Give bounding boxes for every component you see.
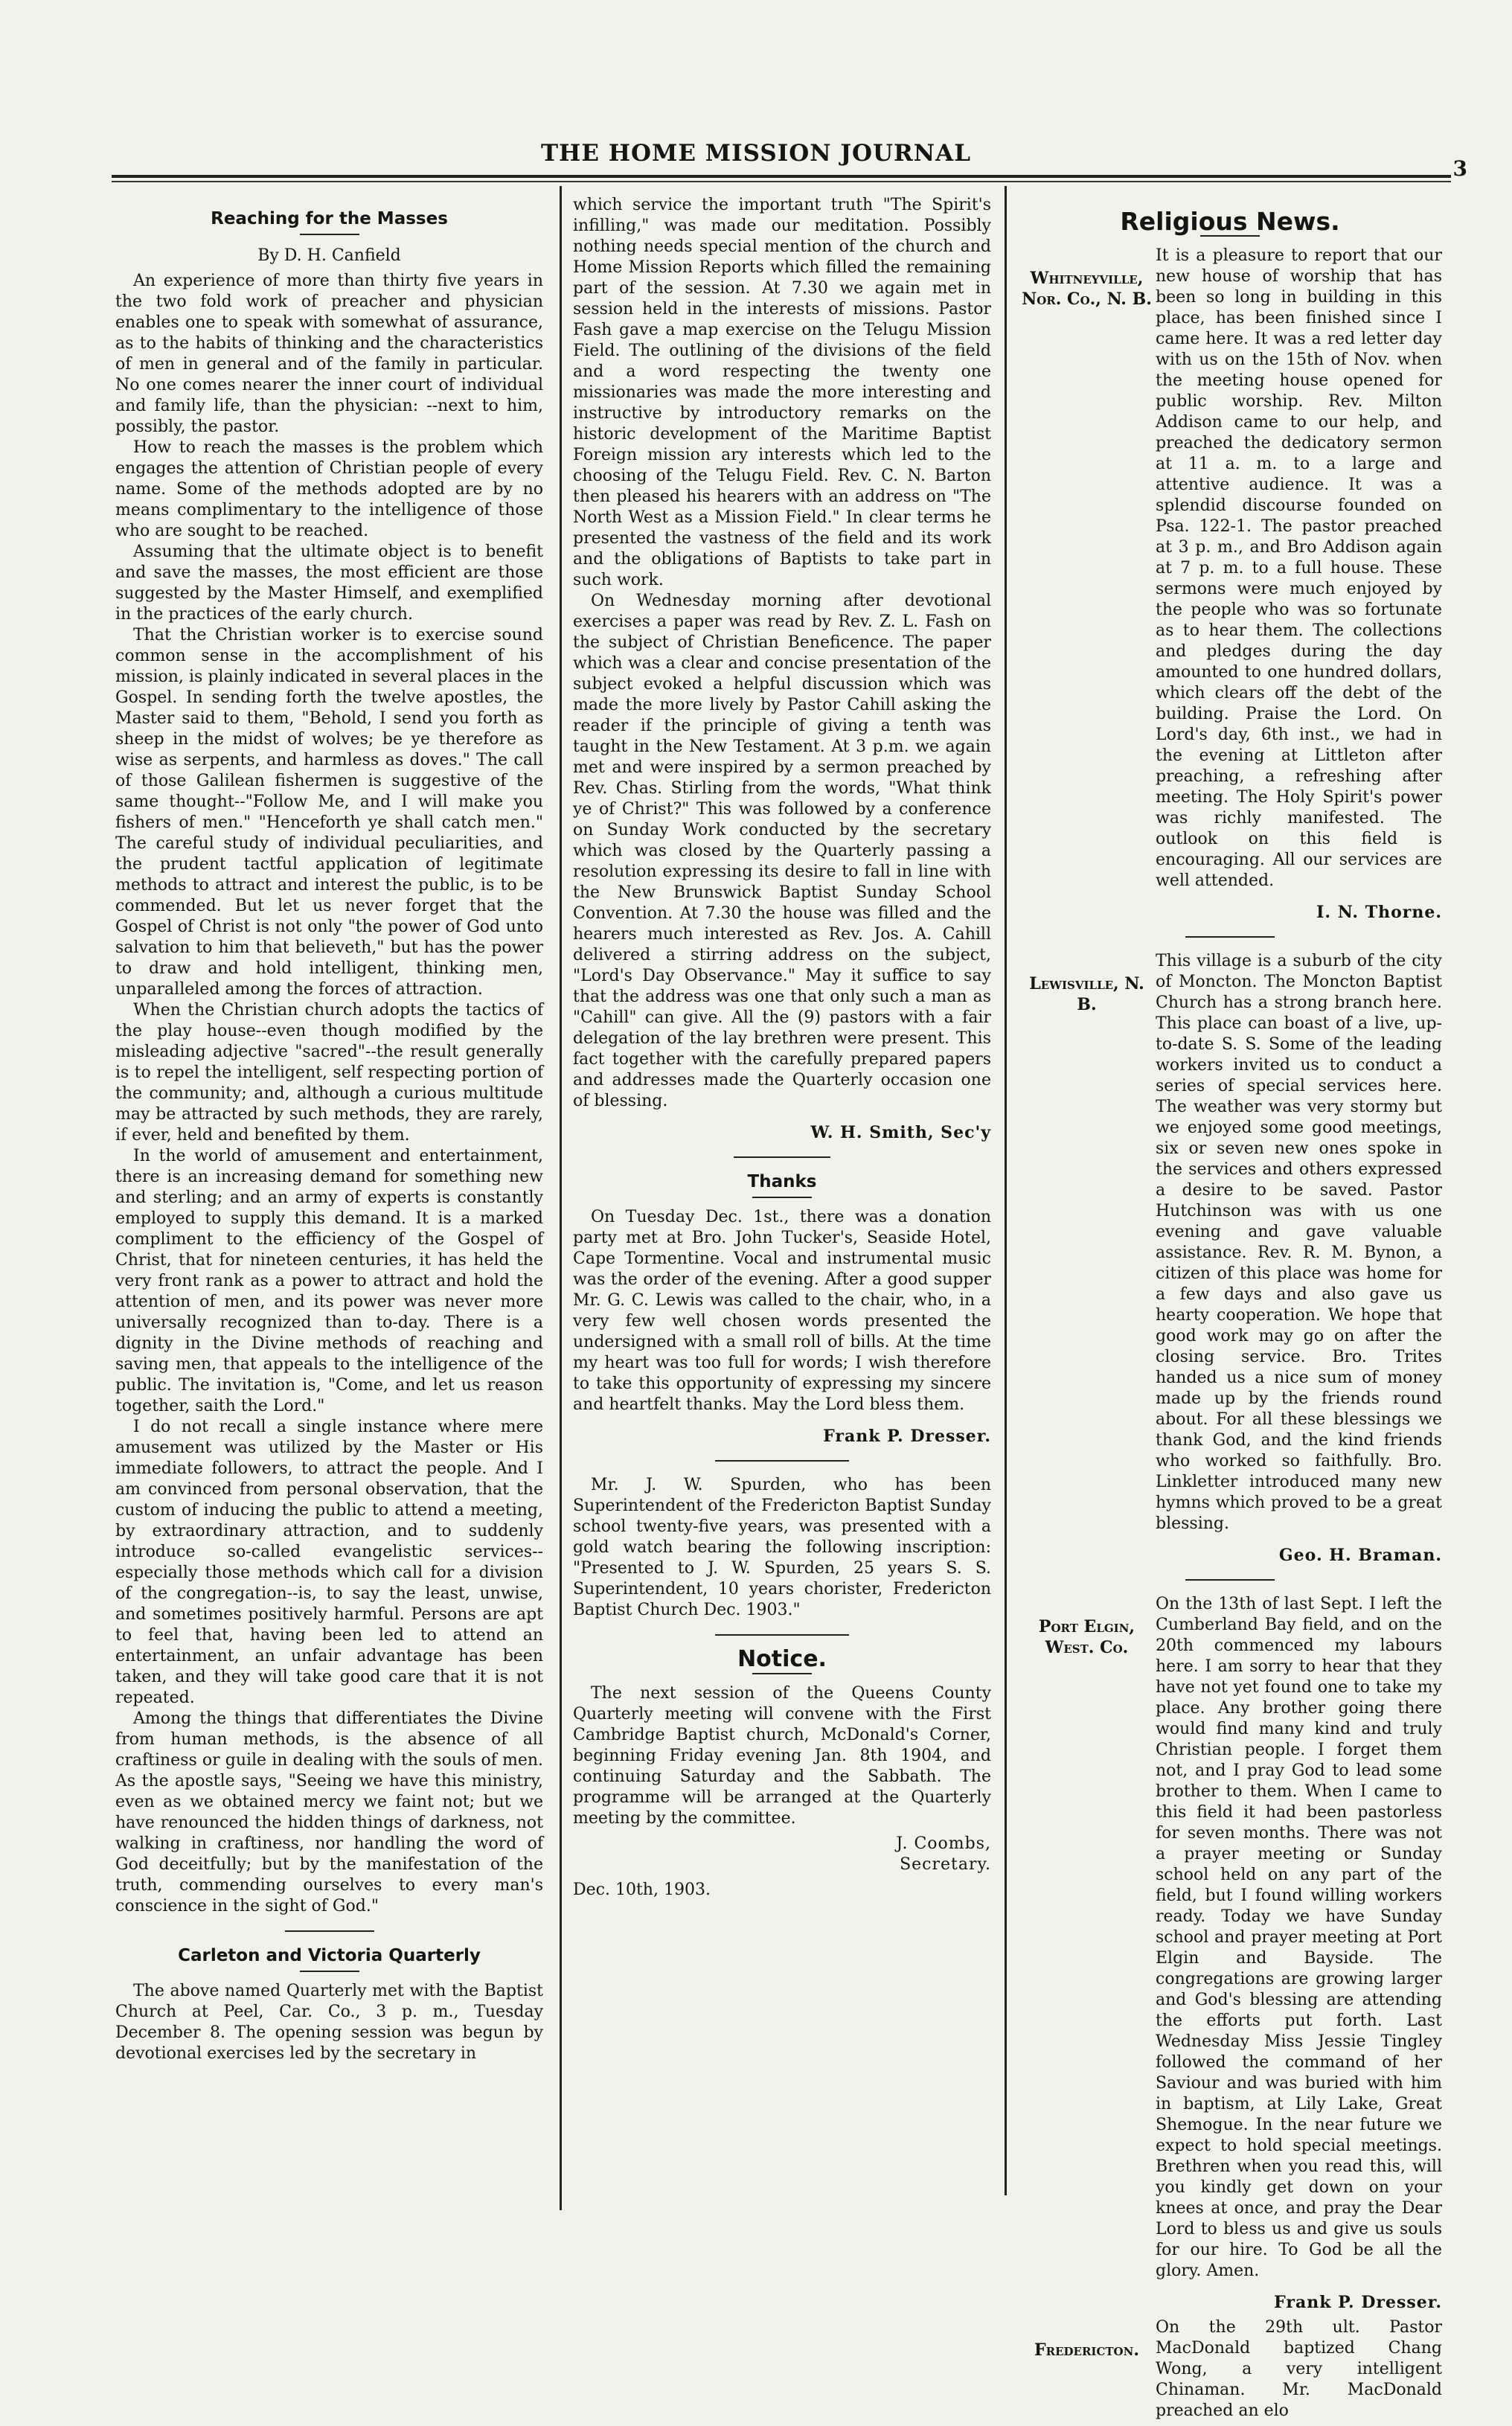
column-divider-left xyxy=(560,186,562,2210)
article-paragraph: Among the things that differentiates the Divine from human methods, is the absence of all craftiness or guile in dealing with the souls of men. As the apostle says, "Seeing we have this ministry, even as we obtained mercy we faint not; but we have renounced the hidden things of darkness, not walking in craftiness, nor handling the word of God deceitfully; but by the manifestation of the truth, commending ourselves to every man's conscience in the sight of God." xyxy=(115,1709,543,1915)
article-title-quarterly: Carleton and Victoria Quarterly xyxy=(178,1946,481,1965)
right-column xyxy=(1018,195,1442,2426)
article-paragraph: The above named Quarterly met with the Baptist Church at Peel, Car. Co., 3 p. m., Tuesday December 8. The opening session was begun by devotional exercises led by the secretary in xyxy=(115,1982,543,2063)
header-rule xyxy=(112,175,1451,178)
news-place: Whitneyville, Nor. Co., N. B. xyxy=(1022,269,1152,309)
news-text: It is a pleasure to report that our new house of worship that has been so long in building in this place, has been finished since I came here. It was a red letter day with us on the 15th of Nov. when the meeting house opened for public worship. Rev. Milton Addison came to our help, and preached the dedicatory sermon at 11 a. m. to a large and attentive audience. It was a splendid discourse founded on Psa. 122-1. The pastor preached at 3 p. m., and Bro Addison again at 7 p. m. to a full house. These sermons were much enjoyed by the people who was so fortunate as to hear them. The collections and pledges during the day amounted to one hundred dollars, which clears off the debt of the building. Praise the Lord. On Lord's day, 6th inst., we had in the evening at Littleton after preaching, a refreshing after meeting. The Holy Spirit's power was richly manifested. The outlook on this field is encouraging. All our services are well attended. xyxy=(1156,246,1442,890)
page-number: 3 xyxy=(1452,156,1467,181)
title-rule xyxy=(752,1673,812,1674)
news-item xyxy=(1018,246,1442,892)
news-signature: I. N. Thorne. xyxy=(1316,903,1442,922)
article-paragraph: which service the important truth "The Spirit's infilling," was made our meditation. Possibly nothing needs special mention of the church and Home Mission Reports which filled the remaining part of the session. At 7.30 we again met in session held in the interests of missions. Pastor Fash gave a map exercise on the Telugu Mission Field. The outlining of the divisions of the field and a word respecting the twenty one missionaries was made the more interesting and instructive by introductory remarks on the historic development of the Maritime Baptist Foreign mission ary interests which led to the choosing of the Telugu Field. Rev. C. N. Barton then pleased his hearers with an address on "The North West as a Mission Field." In clear terms he presented the vastness of the field and its work and the obligations of Baptists to take part in such work. xyxy=(573,196,991,589)
title-rule xyxy=(300,234,359,235)
news-text: On the 13th of last Sept. I left the Cumberland Bay field, and on the 20th commenced my labours here. I am sorry to hear that they have not yet found one to take my place. Any brother going there would find many kind and truly Christian people. I forget them not, and I pray God to lead some brother to them. When I came to this field it had been pastorless for seven months. There was not a prayer meeting or Sunday school held on any part of the field, but I found willing workers ready. Today we have Sunday school and prayer meeting at Port Elgin and Bayside. The congregations are growing larger and God's blessing are attending the efforts put forth. Last Wednesday Miss Jessie Tingley followed the command of her Saviour and was buried with him in baptism, at Lily Lake, Great Shemogue. In the near future we expect to hold special meetings. Brethren when you read this, will you kindly get down on your knees at once, and pray the Dear Lord to bless us and give us souls for our hire. To God be all the glory. Amen. xyxy=(1156,1595,1442,2280)
religious-news-title: Religious News. xyxy=(1120,207,1340,236)
article-paragraph: On Tuesday Dec. 1st., there was a donation party met at Bro. John Tucker's, Seaside Hotel, Cape Tormentine. Vocal and instrumental music was the order of the evening. After a good supper Mr. G. C. Lewis was called to the chair, who, in a very few well chosen words presented the undersigned with a small roll of bills. At the time my heart was too full for words; I wish therefore to take this opportunity of expressing my sincere and heartfelt thanks. May the Lord bless them. xyxy=(573,1208,991,1414)
title-rule xyxy=(300,1971,359,1972)
news-place: Fredericton. xyxy=(1034,2340,1139,2360)
news-place: Port Elgin, West. Co. xyxy=(1038,1617,1135,1657)
news-text: This village is a suburb of the city of Moncton. The Moncton Baptist Church has a strong branch here. This place can boast of a live, up-to-date S. S. Some of the leading workers invited us to conduct a series of special services here. The weather was very stormy but we enjoyed some good meetings, six or seven new ones spoke in the services and others expressed a desire to be saved. Pastor Hutchinson was with us one evening and gave valuable assistance. Rev. R. M. Bynon, a citizen of this place was home for a few days and also gave us hearty cooperation. We hope that good work may go on after the closing service. Bro. Trites handed us a nice sum of money made up by the friends round about. For all these blessings we thank God, and the kind friends who worked so faithfully. Bro. Linkletter introduced many new hymns which proved to be a great blessing. xyxy=(1156,952,1442,1533)
news-text: On the 29th ult. Pastor MacDonald baptized Chang Wong, a very intelligent Chinaman. Mr. MacDonald preached an elo xyxy=(1156,2318,1442,2420)
article-title-thanks: Thanks xyxy=(747,1172,817,1191)
article-paragraph: That the Christian worker is to exercise sound common sense in the accomplishment of his mission, is plainly indicated in several places in the Gospel. In sending forth the twelve apostles, the Master said to them, "Behold, I send you forth as sheep in the midst of wolves; be ye therefore as wise as serpents, and harmless as doves." The call of those Galilean fishermen is suggestive of the same thought--"Follow Me, and I will make you fishers of men." "Henceforth ye shall catch men." The careful study of individual peculiarities, and the prudent tactful application of legitimate methods to attract and interest the public, is to be commended. But let us never forget that the Gospel of Christ is not only "the power of God unto salvation to him that believeth," but has the power to draw and hold intelligent, thinking men, unparalleled among the forces of attraction. xyxy=(115,626,543,999)
article-separator xyxy=(1185,936,1275,938)
article-separator xyxy=(715,1460,849,1462)
news-signature: Geo. H. Braman. xyxy=(1278,1546,1442,1565)
news-item xyxy=(1018,1594,1442,2282)
article-byline: By D. H. Canfield xyxy=(257,246,401,265)
article-separator xyxy=(715,1634,849,1636)
news-place: Lewisville, N. B. xyxy=(1029,974,1144,1014)
notice-signature-name: J. Coombs, xyxy=(896,1834,991,1853)
article-paragraph: Assuming that the ultimate object is to benefit and save the masses, the most efficient are those suggested by the Master Himself, and exemplified in the practices of the early church. xyxy=(115,543,543,624)
notice-text: The next session of the Queens County Quarterly meeting will convene with the First Cambridge Baptist church, McDonald's Corner, beginning Friday evening Jan. 8th 1904, and continuing Saturday and the Sabbath. The programme will be arranged at the Quarterly meeting by the committee. xyxy=(573,1684,991,1828)
article-paragraph: An experience of more than thirty five years in the two fold work of preacher and physician enables one to speak with somewhat of assurance, as to the habits of thinking and the characteristics of men in general and of the family in particular. No one comes nearer the inner court of individual and family life, than the physician: --next to him, possibly, the pastor. xyxy=(115,272,543,436)
article-paragraph: On Wednesday morning after devotional exercises a paper was read by Rev. Z. L. Fash on the subject of Christian Beneficence. The paper which was a clear and concise presentation of the subject evoked a helpful discussion which was made the more lively by Pastor Cahill asking the reader if the principle of giving a tenth was taught in the New Testament. At 3 p.m. we again met and were inspired by a sermon preached by Rev. Chas. Stirling from the words, "What think ye of Christ?" This was followed by a conference on Sunday Work conducted by the secretary which was closed by the Quarterly passing a resolution expressing its desire to fall in line with the New Brunswick Baptist Sunday School Convention. At 7.30 the house was filled and the hearers much interested as Rev. Jos. A. Cahill delivered a stirring address on the subject, "Lord's Day Observance." May it suffice to say that the address was one that only such a man as "Cahill" can give. All the (9) pastors with a fair delegation of the lay brethren were present. This fact together with the carefully prepared papers and addresses made the Quarterly occasion one of blessing. xyxy=(573,592,991,1110)
column-divider-right xyxy=(1005,186,1007,2195)
signature-dresser: Frank P. Dresser. xyxy=(823,1427,991,1446)
left-column xyxy=(115,195,543,2064)
notice-date: Dec. 10th, 1903. xyxy=(573,1881,711,1899)
article-separator xyxy=(285,1930,374,1932)
article-paragraph: When the Christian church adopts the tactics of the play house--even though modified by the misleading adjective "sacred"--the result generally is to repel the intelligent, self respecting portion of the community; and, although a curious multitude may be attracted by such methods, they are rarely, if ever, held and benefited by them. xyxy=(115,1001,543,1145)
article-separator xyxy=(734,1156,830,1158)
article-separator xyxy=(1185,1579,1275,1581)
article-title-reaching: Reaching for the Masses xyxy=(211,209,448,228)
masthead-title: THE HOME MISSION JOURNAL xyxy=(540,140,971,167)
news-signature: Frank P. Dresser. xyxy=(1274,2293,1442,2312)
notice-title: Notice. xyxy=(737,1646,827,1672)
news-item xyxy=(1018,951,1442,1534)
news-item xyxy=(1018,2317,1442,2422)
article-paragraph: How to reach the masses is the problem which engages the attention of Christian people of every name. Some of the methods adopted are by no means complimentary to the intelligence of those who are sought to be reached. xyxy=(115,438,543,540)
article-paragraph: In the world of amusement and entertainment, there is an increasing demand for something new and sterling; and an army of experts is constantly employed to supply this demand. It is a marked compliment to the efficiency of the Gospel of Christ, that for nineteen centuries, it has held the very front rank as a power to attract and hold the attention of men, and its power was never more universally recognized than to-day. There is a dignity in the Divine methods of reaching and saving men, that appeals to the intelligence of the public. The invitation is, "Come, and let us reason together, saith the Lord." xyxy=(115,1147,543,1415)
header-rule-thin xyxy=(112,181,1451,182)
article-paragraph: Mr. J. W. Spurden, who has been Superintendent of the Fredericton Baptist Sunday school twenty-five years, was presented with a gold watch bearing the following inscription: "Presented to J. W. Spurden, 25 years S. S. Superintendent, 10 years chorister, Fredericton Baptist Church Dec. 1903." xyxy=(573,1476,991,1619)
notice-signature-title: Secretary. xyxy=(900,1855,991,1874)
title-rule xyxy=(752,1197,812,1198)
middle-column xyxy=(573,195,991,1901)
article-paragraph: I do not recall a single instance where mere amusement was utilized by the Master or His immediate followers, to attract the people. And I am convinced from personal observation, that the custom of inducing the public to attend a meeting, by extraordinary attraction, and to suddenly introduce so-called evangelistic services--especially those methods which call for a division of the congregation--is, to say the least, unwise, and sometimes positively harmful. Persons are apt to feel that, having been led to attend an entertainment, an unfair advantage has been taken, and they will take good care that it is not repeated. xyxy=(115,1418,543,1707)
signature-smith: W. H. Smith, Sec'y xyxy=(810,1123,991,1142)
